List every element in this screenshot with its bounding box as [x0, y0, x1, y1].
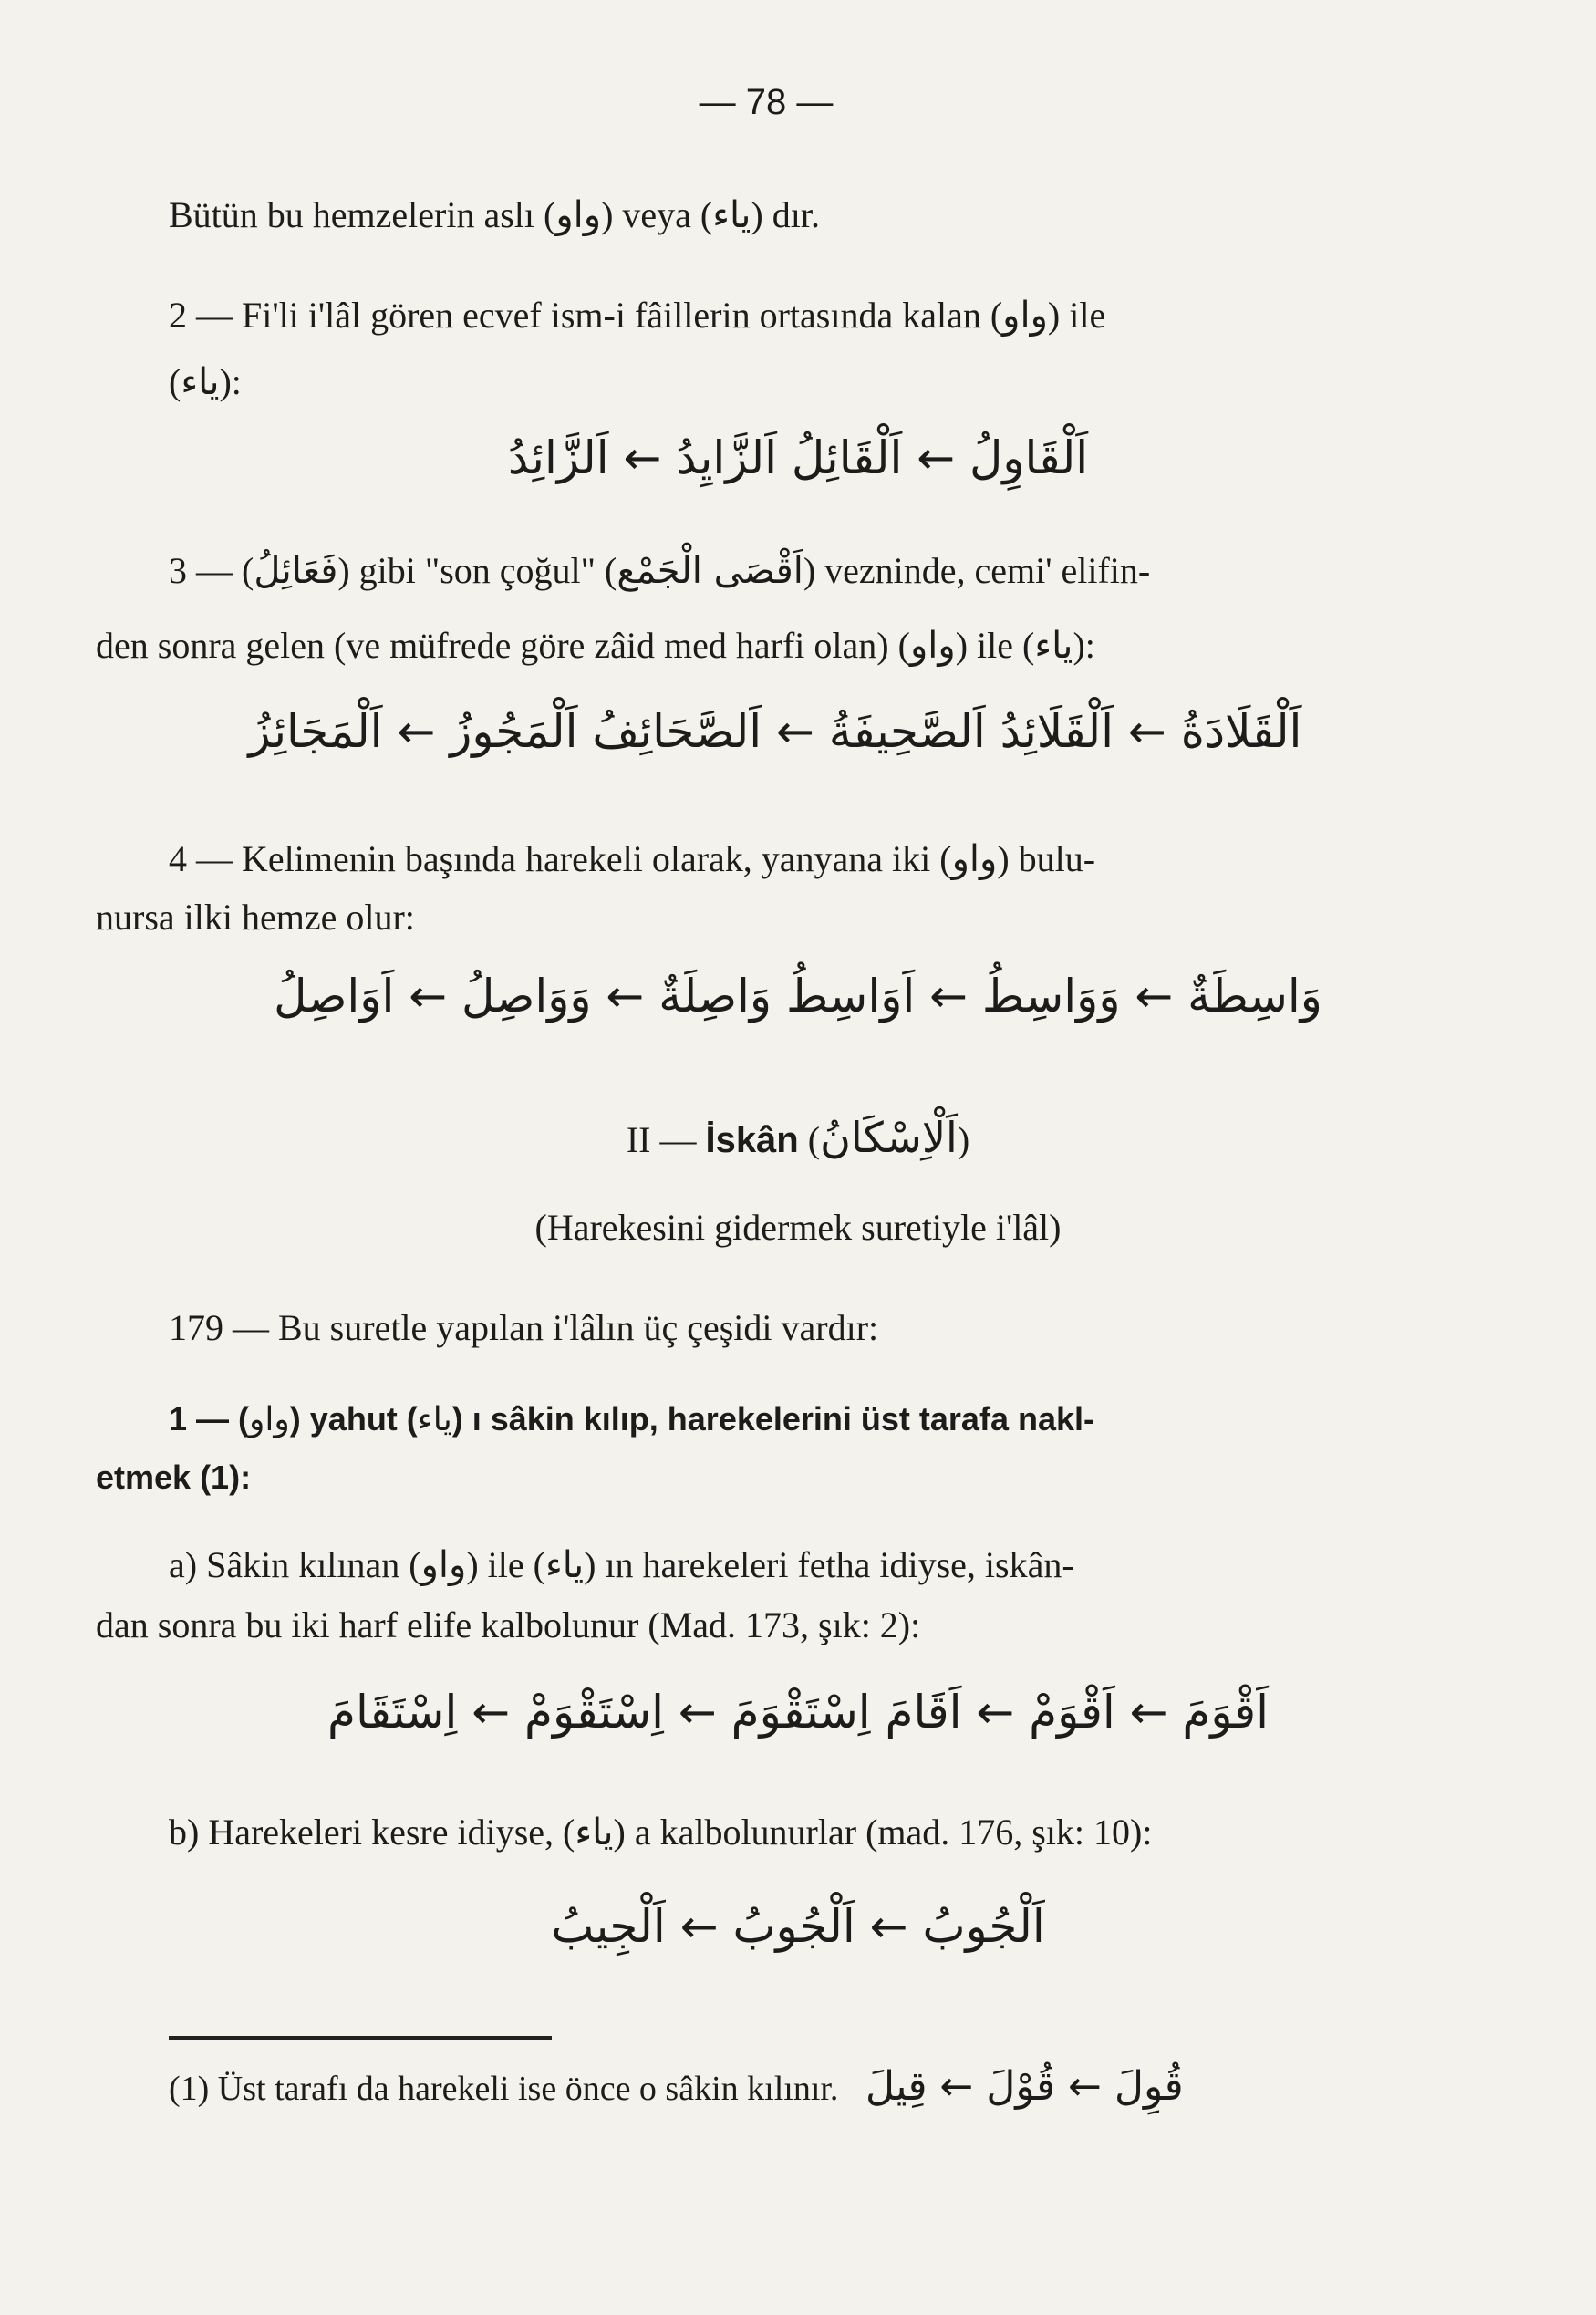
text-segment: ) vezninde, cemi' elifin- [803, 550, 1151, 591]
text-segment: ) a kalbolunurlar (mad. 176, şık: 10): [613, 1812, 1153, 1853]
arabic-term: ياء [544, 1544, 585, 1586]
item-1-line-2: etmek (1): [96, 1459, 252, 1496]
section-subtitle: (Harekesini gidermek suretiyle i'lâl) [534, 1207, 1062, 1248]
arabic-term: ياء [1034, 625, 1073, 667]
item-b-line-1 [169, 1811, 1152, 1854]
text-segment: b) Harekeleri kesre idiyse, ( [169, 1812, 575, 1853]
text-segment: 1 — ( [169, 1400, 250, 1438]
text-segment: ) ile ( [955, 625, 1035, 666]
arabic-term: اَقْصَى الْجَمْع [617, 550, 803, 592]
paragraph-3-line-2 [96, 624, 1095, 668]
text-segment: a) Sâkin kılınan ( [169, 1544, 421, 1585]
section-title: İskân [705, 1120, 799, 1160]
item-a-line-1 [169, 1543, 1074, 1587]
text-segment: ) ile [1047, 295, 1106, 336]
section-heading [0, 1113, 1596, 1162]
footnote [169, 2063, 1184, 2110]
arabic-term: واو [951, 838, 998, 880]
text-segment: ) veya ( [601, 194, 713, 235]
text-segment: ): [1073, 625, 1095, 666]
paragraph-4-examples: وَاسِطَةٌ ← وَوَاسِطُ ← اَوَاسِطُ وَاصِلَةٌ ← وَوَاصِلُ ← اَوَاصِلُ [274, 970, 1322, 1023]
arabic-term: واو [420, 1544, 467, 1586]
text-segment: ) [957, 1119, 970, 1160]
paragraph-3-line-1 [169, 549, 1150, 593]
text-segment: ) dır. [751, 194, 820, 235]
text-segment: ( [169, 361, 181, 402]
text-segment: 3 — ( [169, 550, 254, 591]
text-segment: ) gibi "son çoğul" ( [337, 550, 617, 591]
text-segment: ) bulu- [997, 838, 1096, 879]
paragraph-4-line-2: nursa ilki hemze olur: [96, 897, 415, 938]
arabic-term: واو [1002, 295, 1048, 337]
arabic-term: ياء [181, 361, 220, 403]
paragraph-179: 179 — Bu suretle yapılan i'lâlın üç çeşidi vardır: [169, 1307, 879, 1348]
item-b-examples: اَلْجُوبُ ← اَلْجُوبُ ← اَلْجِيبُ [551, 1900, 1045, 1953]
footnote-divider [169, 2036, 552, 2040]
intro-line [169, 193, 820, 237]
text-segment: Bütün bu hemzelerin aslı ( [169, 194, 556, 235]
arabic-term: ياء [575, 1812, 614, 1853]
paragraph-2-line-2 [169, 360, 242, 404]
page-number: — 78 — [699, 82, 834, 122]
item-a-line-2: dan sonra bu iki harf elife kalbolunur (Mad. 173, şık: 2): [96, 1604, 921, 1645]
paragraph-2-line-1 [169, 294, 1105, 337]
text-segment: ): [219, 361, 242, 402]
arabic-term: ياء [417, 1401, 452, 1438]
paragraph-4-line-1 [169, 837, 1095, 881]
text-segment: ) ı sâkin kılıp, harekelerini üst tarafa nakl- [451, 1400, 1094, 1438]
arabic-term: واو [249, 1401, 290, 1438]
text-segment: ) ile ( [466, 1544, 545, 1585]
text-segment: 2 — Fi'li i'lâl gören ecvef ism-i fâillerin ortasında kalan ( [169, 295, 1003, 336]
footnote-text: (1) Üst tarafı da harekeli ise önce o sâkin kılınır. [169, 2070, 839, 2108]
arabic-term: اَلْاِسْكَانُ [820, 1113, 958, 1162]
text-segment: den sonra gelen (ve müfrede göre zâid med harfi olan) ( [96, 625, 910, 666]
text-segment: 4 — Kelimenin başında harekeli olarak, yanyana iki ( [169, 838, 952, 879]
arabic-term: ياء [712, 194, 751, 236]
text-segment: ) ın harekeleri fetha idiyse, iskân- [584, 1544, 1074, 1585]
section-number: II — [626, 1119, 706, 1160]
paragraph-2-examples: اَلْقَاوِلُ ← اَلْقَائِلُ اَلزَّايِدُ ← اَلزَّائِدُ [507, 431, 1089, 484]
footnote-arabic-example: قُوِلَ ← قُوْلَ ← قِيلَ [865, 2063, 1184, 2110]
text-segment: ( [798, 1119, 821, 1160]
arabic-term: واو [909, 625, 956, 667]
arabic-term: فَعَائِلُ [254, 550, 338, 592]
paragraph-3-examples: اَلْقَلَادَةُ ← اَلْقَلَائِدُ اَلصَّحِيفَةُ ← اَلصَّحَائِفُ اَلْمَجُوزُ ← اَلْمَجَائِزُ [248, 705, 1302, 758]
item-1-line-1 [169, 1397, 1094, 1442]
arabic-term: واو [555, 194, 602, 236]
text-segment: ) yahut ( [289, 1400, 418, 1438]
item-a-examples: اَقْوَمَ ← اَقْوَمْ ← اَقَامَ اِسْتَقْوَمَ ← اِسْتَقْوَمْ ← اِسْتَقَامَ [326, 1686, 1270, 1739]
